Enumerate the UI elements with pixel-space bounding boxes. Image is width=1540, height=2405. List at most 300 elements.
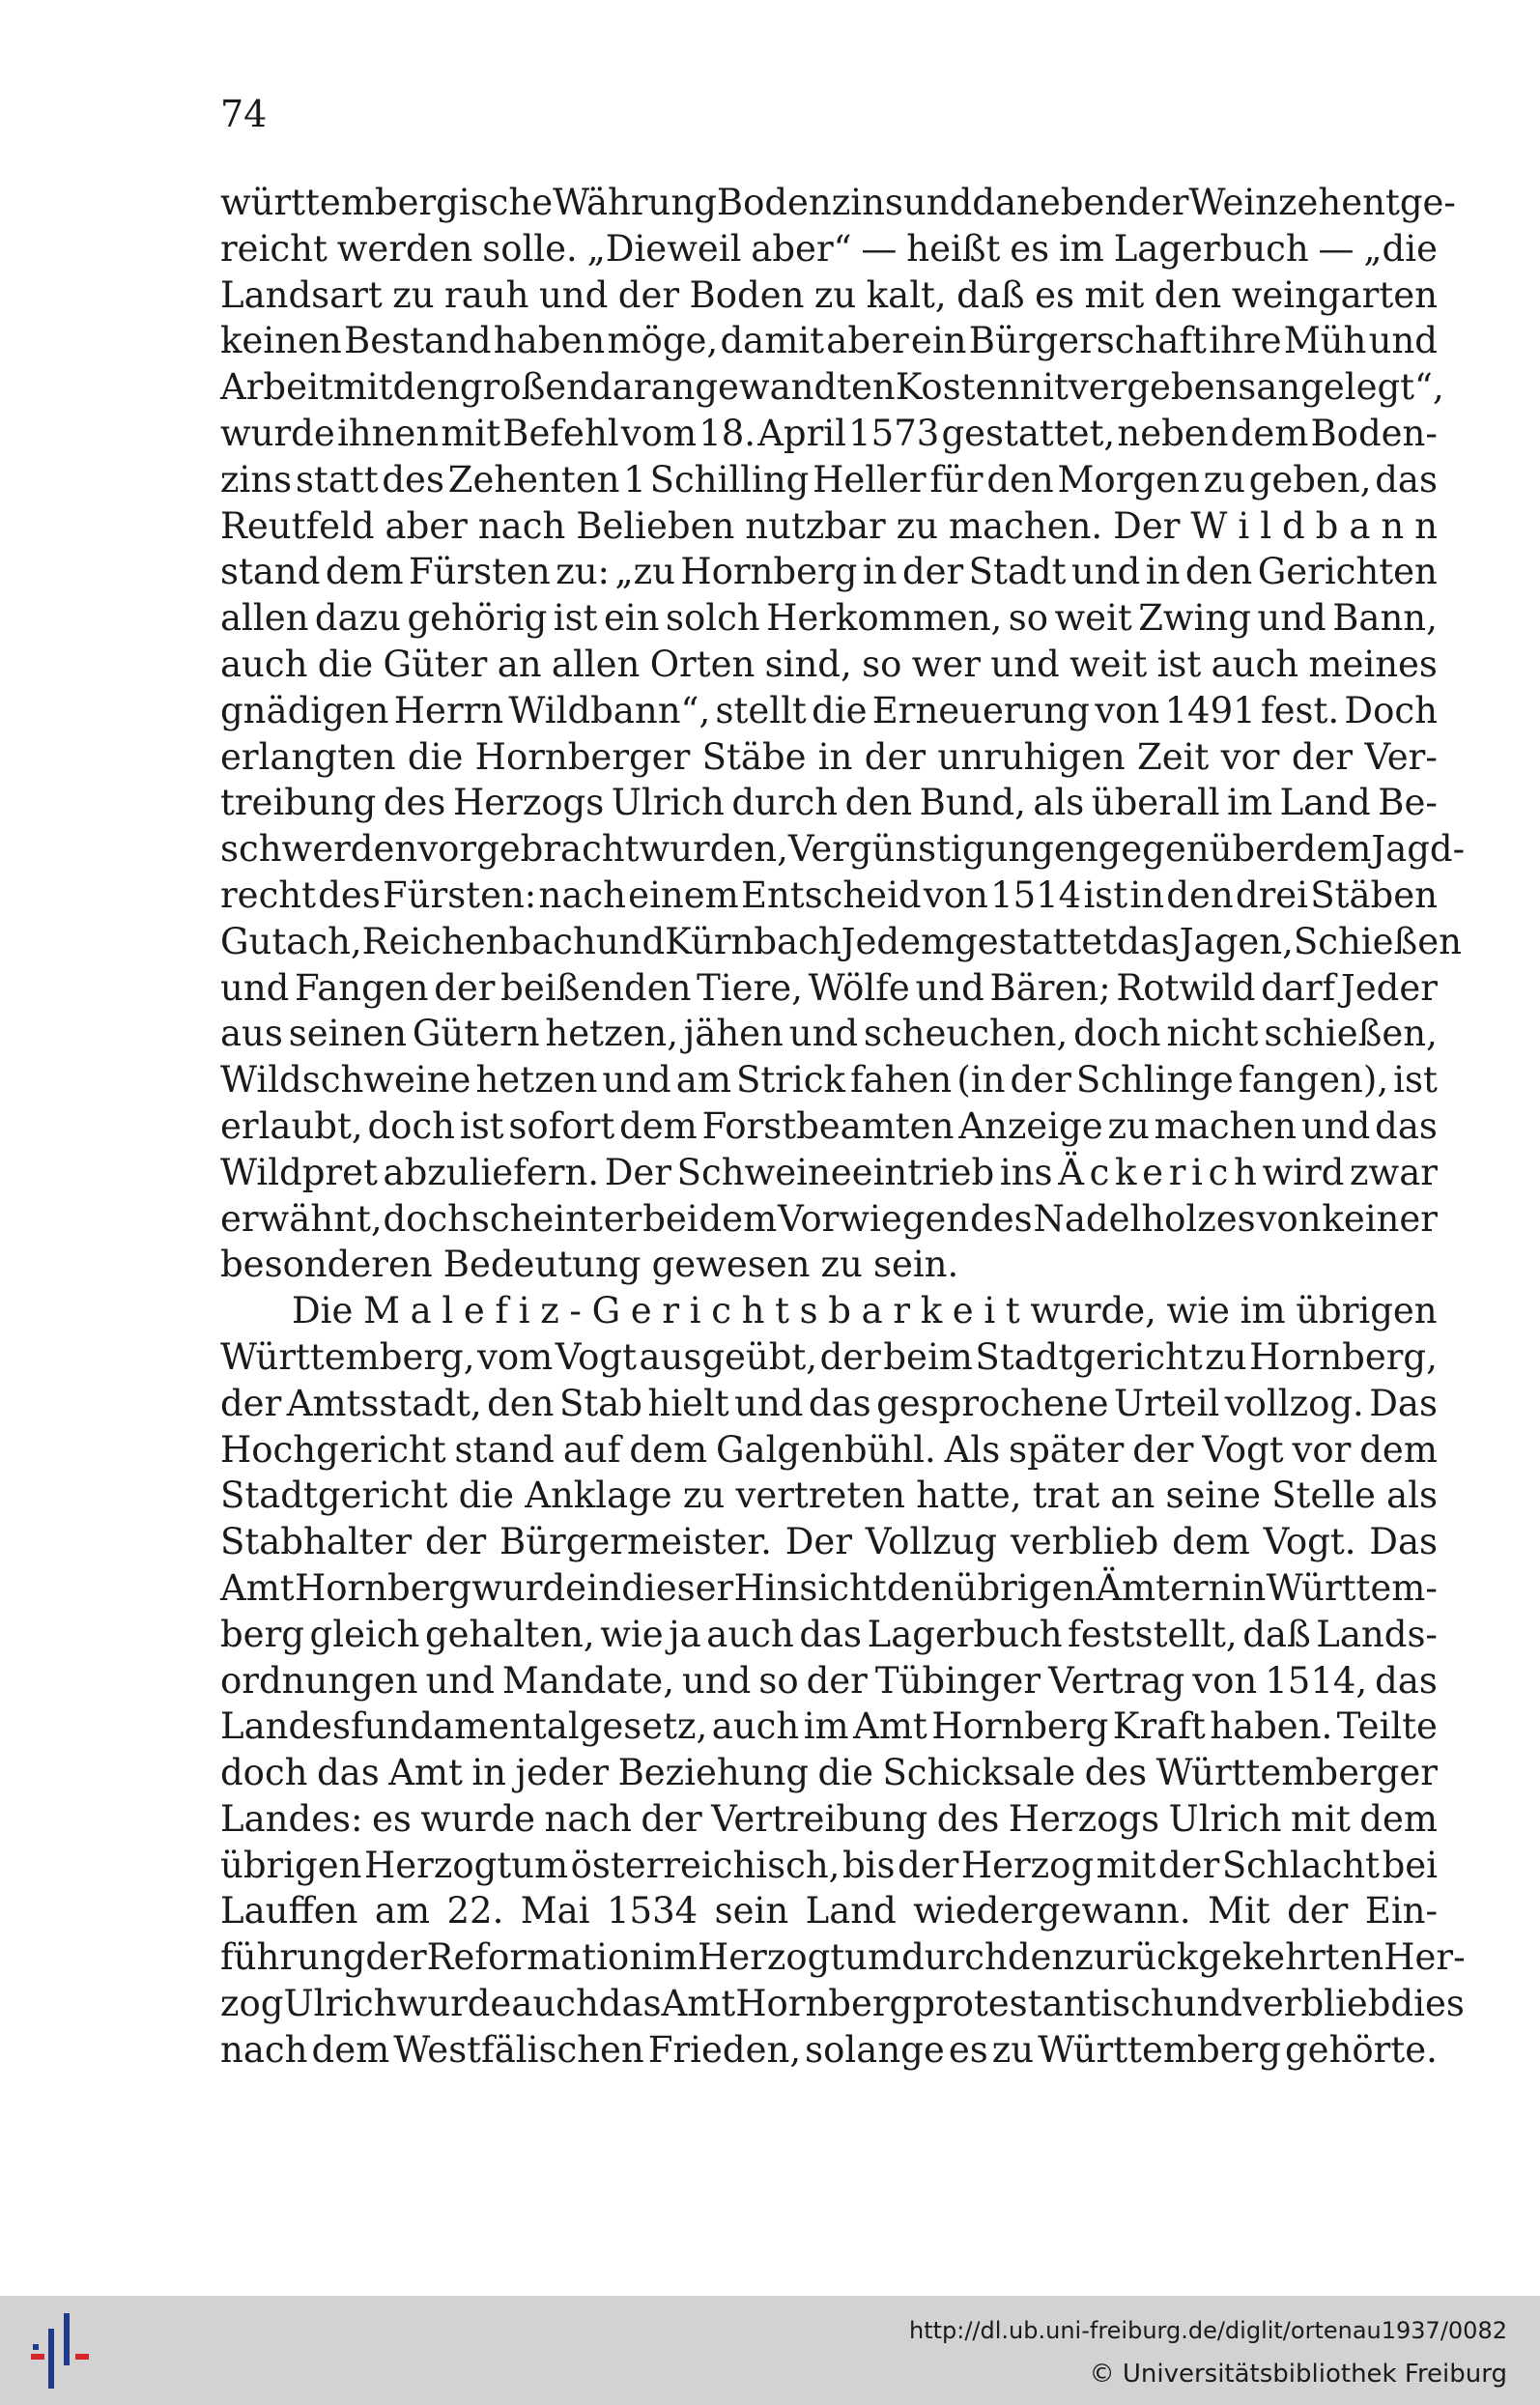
word: daß	[956, 273, 1025, 316]
word: machen	[1154, 1104, 1298, 1147]
word: Amt	[220, 1566, 295, 1609]
word: dem	[699, 1197, 778, 1240]
word: die	[407, 735, 464, 778]
word: 1573	[848, 412, 940, 454]
word: reicht	[220, 227, 328, 270]
word: ein	[910, 320, 967, 362]
word: Westfälischen	[393, 2028, 644, 2071]
text-line	[220, 642, 1438, 688]
word: mit	[1096, 1844, 1156, 1886]
word: von	[1192, 1659, 1258, 1702]
word: so	[758, 1659, 799, 1702]
word: dem	[311, 2028, 390, 2071]
word: a	[410, 1290, 432, 1332]
ub-freiburg-logo-icon	[27, 2309, 95, 2392]
word: auch	[706, 1613, 794, 1655]
word: Kosten	[895, 366, 1020, 409]
word: gnädigen	[220, 689, 389, 731]
word: c	[711, 1290, 731, 1332]
word: Vergünstigungen	[787, 828, 1098, 871]
word: wird	[1262, 1151, 1345, 1193]
word: allen	[551, 643, 641, 685]
text-line	[220, 226, 1438, 272]
text-line	[220, 318, 1438, 364]
word: gewesen	[651, 1244, 811, 1286]
word: durch	[901, 1936, 1008, 1979]
word: a	[861, 1290, 883, 1332]
word: ist	[1393, 1059, 1438, 1102]
text-line	[220, 1981, 1465, 2027]
word: führung	[220, 1936, 366, 1979]
word: Jeder	[1340, 966, 1438, 1009]
word: vom	[477, 1335, 554, 1378]
word: Herzog	[960, 1844, 1095, 1886]
word: das	[1375, 458, 1438, 501]
word: Rotwild	[1116, 966, 1256, 1009]
word: Schweineeintrieb	[676, 1151, 995, 1193]
word: Bürgerschaft	[968, 320, 1207, 362]
word: und	[1070, 551, 1141, 593]
text-line	[220, 2027, 1438, 2074]
word: Wölfe	[808, 966, 910, 1009]
word: —	[861, 227, 898, 270]
word: Stelle	[1271, 1474, 1376, 1517]
word: Ver-	[1364, 735, 1438, 778]
word: nach	[538, 873, 626, 916]
word: Vogt	[555, 1335, 637, 1378]
word: seinen	[288, 1013, 408, 1055]
word: Württemberg	[1038, 2028, 1281, 2071]
text-line	[220, 1057, 1438, 1103]
word: am	[374, 1890, 431, 1933]
word: 1491	[1164, 689, 1256, 731]
word: b	[1315, 504, 1339, 547]
word: scheint	[471, 1197, 603, 1240]
word: Amt	[853, 1705, 927, 1748]
word: Teilte	[1336, 1705, 1438, 1748]
word: zu	[813, 273, 857, 316]
word: treibung	[220, 782, 377, 824]
word: stellt	[715, 689, 807, 731]
word: das	[808, 1382, 871, 1424]
word: wurde	[471, 1566, 587, 1609]
word: e	[630, 1290, 652, 1332]
text-line	[220, 1519, 1438, 1565]
word: den	[1166, 873, 1234, 916]
word: Land	[805, 1890, 897, 1933]
word: von	[923, 873, 988, 916]
word: Fangen	[295, 966, 429, 1009]
word: heißt	[906, 227, 1001, 270]
word: keinen	[220, 320, 342, 362]
word: ein	[603, 597, 660, 640]
word: Reformation	[426, 1936, 653, 1979]
word: durch	[731, 782, 839, 824]
word: später	[1009, 1428, 1125, 1471]
word: Das	[1369, 1521, 1438, 1563]
word: Be-	[1378, 782, 1438, 824]
word: ordnungen	[220, 1659, 418, 1702]
word: verblieb	[1010, 1521, 1159, 1563]
word: Orten	[649, 643, 756, 685]
word: e	[1142, 1151, 1164, 1193]
word: Hornberg,	[1249, 1335, 1438, 1378]
word: Bürgermeister.	[499, 1521, 772, 1563]
word: angelegt“,	[1256, 366, 1444, 409]
word: ist	[553, 597, 598, 640]
word: ist	[459, 1104, 504, 1147]
word: i	[1238, 504, 1250, 547]
word: Belieben	[576, 504, 735, 547]
word: von	[1095, 689, 1160, 731]
word: im	[1058, 227, 1104, 270]
text-line	[220, 873, 1438, 919]
word: an	[1110, 1474, 1155, 1517]
word: gestattet	[955, 920, 1118, 962]
word: die	[317, 643, 374, 685]
text-line	[220, 1796, 1438, 1843]
word: das	[799, 1613, 863, 1655]
word: zu	[682, 1474, 726, 1517]
word: den	[844, 782, 913, 824]
word: im	[652, 1936, 698, 1979]
word: mit	[1084, 273, 1145, 316]
word: Lagerbuch	[1113, 227, 1309, 270]
word: im	[1240, 1290, 1286, 1332]
word: Land	[1279, 782, 1371, 824]
word: solange	[805, 2028, 945, 2071]
word: h	[1233, 1151, 1257, 1193]
word: vor	[1292, 1428, 1352, 1471]
word: i	[984, 1290, 996, 1332]
word: Hornberg	[680, 551, 858, 593]
word: auch	[511, 1983, 599, 2025]
word: bei	[642, 1197, 699, 1240]
word: -	[569, 1290, 582, 1332]
word: c	[1089, 1151, 1110, 1193]
word: Die	[292, 1290, 354, 1332]
word: und	[595, 920, 666, 962]
word: Lauffen	[220, 1890, 358, 1933]
word: den	[487, 1382, 555, 1424]
text-line	[220, 1242, 1438, 1288]
word: übrigen	[220, 1844, 362, 1886]
word: in	[586, 1566, 621, 1609]
word: ist	[1083, 873, 1128, 916]
word: dies	[1390, 1983, 1465, 2025]
word: den	[886, 1566, 955, 1609]
word: Galgenbühl.	[715, 1428, 936, 1471]
word: auf	[562, 1428, 621, 1471]
word: zu	[1205, 1335, 1247, 1378]
word: Kraft	[1112, 1705, 1206, 1748]
word: c	[1208, 1151, 1229, 1193]
word: Ämtern	[1096, 1566, 1232, 1609]
word: Ä	[1058, 1151, 1084, 1193]
word: dem	[619, 1104, 698, 1147]
word: protestantisch	[912, 1983, 1174, 2025]
word: Stadtgericht	[975, 1335, 1203, 1378]
word: zu	[820, 1244, 863, 1286]
word: jeder	[515, 1752, 610, 1794]
word: und	[1368, 320, 1438, 362]
word: aber	[385, 504, 468, 547]
word: wie	[600, 1613, 664, 1655]
word: Stab	[558, 1382, 642, 1424]
word: und	[990, 643, 1060, 685]
word: h	[741, 1290, 765, 1332]
word: Anzeige	[958, 1104, 1103, 1147]
word: ja	[669, 1613, 701, 1655]
word: und	[1300, 1104, 1371, 1147]
word: Zeit	[1136, 735, 1210, 778]
word: fangen),	[1238, 1059, 1389, 1102]
word: Schicksale	[882, 1752, 1076, 1794]
word: so	[862, 643, 902, 685]
word: drei	[1235, 873, 1309, 916]
word: t	[775, 1290, 789, 1332]
text-line	[220, 826, 1466, 873]
word: des	[1084, 1752, 1148, 1794]
word: Heller	[813, 458, 927, 501]
word: gleich	[309, 1613, 420, 1655]
word: auch	[711, 1705, 800, 1748]
word: Jedem	[841, 920, 955, 962]
word: am	[675, 1059, 731, 1102]
word: in	[817, 735, 853, 778]
word: nit	[1019, 366, 1069, 409]
word: Als	[944, 1428, 1001, 1471]
body-text	[220, 180, 1466, 2074]
word: vollzog.	[1224, 1382, 1364, 1424]
source-url-link[interactable]: http://dl.ub.uni-freiburg.de/diglit/ortenau1937/0082	[908, 2317, 1507, 2344]
word: ins	[999, 1151, 1053, 1193]
word: Tiere,	[697, 966, 803, 1009]
word: Boden	[689, 273, 805, 316]
word: Jagd-	[1371, 828, 1466, 871]
word: erwähnt,	[220, 1197, 383, 1240]
word: des	[382, 458, 444, 501]
word: 1514,	[1265, 1659, 1368, 1702]
word: weingarten	[1231, 273, 1438, 316]
word: meines	[1308, 643, 1438, 685]
word: gehalten,	[424, 1613, 595, 1655]
word: zu	[392, 273, 435, 316]
word: und	[220, 966, 290, 1009]
word: Hornberg	[735, 1983, 913, 2025]
word: des	[970, 1197, 1033, 1240]
word: neben	[1117, 412, 1229, 454]
word: Herzogs	[1008, 1797, 1160, 1840]
word: doch	[1073, 1013, 1161, 1055]
word: daneben	[972, 182, 1128, 223]
word: und	[425, 1659, 495, 1702]
word: gewandten	[695, 366, 896, 409]
word: wurden,	[639, 828, 788, 871]
word: Bestand	[344, 320, 492, 362]
word: beißenden	[500, 966, 692, 1009]
word: damit	[720, 320, 824, 362]
word: trat	[1032, 1474, 1100, 1517]
word: fest.	[1260, 689, 1340, 731]
word: Gerichten	[1257, 551, 1438, 593]
word: möge,	[607, 320, 719, 362]
word: und	[681, 1659, 752, 1702]
text-line	[220, 919, 1462, 965]
text-line	[220, 1473, 1438, 1519]
word: sein.	[872, 1244, 959, 1286]
word: Doch	[1344, 689, 1438, 731]
word: weit	[1054, 597, 1132, 640]
word: Befehl	[502, 412, 619, 454]
word: f	[495, 1290, 509, 1332]
word: Amtsstadt,	[286, 1382, 482, 1424]
word: und	[538, 273, 609, 316]
word: Vogt	[1202, 1428, 1284, 1471]
word: e	[463, 1290, 485, 1332]
word: doch	[383, 1197, 471, 1240]
word: mit	[441, 412, 501, 454]
word: den	[986, 458, 1054, 501]
text-line	[220, 1658, 1438, 1704]
word: 1534	[607, 1890, 699, 1933]
word: Weinzehent	[1188, 182, 1400, 223]
word: doch	[220, 1752, 308, 1794]
word: Fürsten	[408, 551, 551, 593]
text-line	[220, 965, 1438, 1012]
word: württembergische	[220, 182, 554, 223]
word: ge-	[1399, 182, 1456, 223]
word: 18.	[699, 412, 756, 454]
word: Stäben	[1310, 873, 1438, 916]
word: mit	[1291, 1797, 1351, 1840]
word: hetzen	[475, 1059, 598, 1102]
text-line	[220, 1150, 1438, 1196]
word: österreichisch,	[570, 1844, 841, 1886]
word: Lagerbuch	[867, 1613, 1063, 1655]
word: berg	[220, 1613, 304, 1655]
word: kalt,	[866, 273, 947, 316]
word: wurde	[220, 412, 335, 454]
word: Der	[1113, 504, 1181, 547]
word: mit	[332, 366, 393, 409]
word: n	[1414, 504, 1438, 547]
word: doch	[367, 1104, 455, 1147]
word: als	[1033, 782, 1085, 824]
word: „die	[1363, 227, 1438, 270]
word: r	[893, 1290, 911, 1332]
word: ihre	[1209, 320, 1282, 362]
word: wurde	[420, 1797, 536, 1840]
word: Hochgericht	[220, 1428, 446, 1471]
word: es	[1035, 273, 1075, 316]
word: Her-	[1383, 1936, 1466, 1979]
word: statt	[295, 458, 379, 501]
word: fahen	[849, 1059, 953, 1102]
copyright-notice: © Universitätsbibliothek Freiburg	[1089, 2360, 1507, 2389]
word: der	[434, 966, 496, 1009]
word: und	[788, 1013, 859, 1055]
word: im	[1227, 782, 1273, 824]
word: Herzogtum	[697, 1936, 902, 1979]
word: Landes:	[220, 1797, 363, 1840]
word: das	[1375, 1659, 1438, 1702]
word: l	[442, 1290, 454, 1332]
word: Landesfundamentalgesetz,	[220, 1705, 708, 1748]
word: Württemberger	[1155, 1752, 1438, 1794]
word: Schlinge	[1075, 1059, 1234, 1102]
word: i	[1191, 1151, 1203, 1193]
text-line	[220, 1103, 1438, 1150]
word: d	[1282, 504, 1305, 547]
word: Urteil	[1113, 1382, 1220, 1424]
word: vergebens	[1068, 366, 1257, 409]
word: Beziehung	[617, 1752, 810, 1794]
word: übrigen	[954, 1566, 1097, 1609]
word: stand	[454, 1428, 555, 1471]
word: sein	[714, 1890, 789, 1933]
word: Vollzug	[865, 1521, 998, 1563]
word: Bund,	[919, 782, 1026, 824]
word: r	[662, 1290, 680, 1332]
word: (in	[956, 1059, 1006, 1102]
word: nach	[220, 2028, 308, 2071]
word: „zu	[614, 551, 675, 593]
word: in	[471, 1752, 507, 1794]
word: den	[392, 366, 460, 409]
word: hatte,	[916, 1474, 1022, 1517]
word: Fürsten:	[383, 873, 537, 916]
word: das	[316, 1752, 380, 1794]
word: gehörig	[407, 597, 548, 640]
word: Wildpret	[220, 1151, 378, 1193]
word: der	[898, 1844, 959, 1886]
word: Bann,	[1332, 597, 1438, 640]
word: Mit	[1208, 1890, 1270, 1933]
word: solle.	[482, 227, 578, 270]
word: Hornberg	[931, 1705, 1109, 1748]
word: der	[1127, 182, 1189, 223]
text-line	[220, 1011, 1438, 1057]
word: die	[817, 1752, 873, 1794]
word: Schilling	[649, 458, 810, 501]
text-line	[220, 457, 1438, 503]
word: Herzogs	[452, 782, 605, 824]
word: so	[1008, 597, 1049, 640]
word: Müh	[1283, 320, 1367, 362]
word: feststellt,	[1068, 1613, 1238, 1655]
word: die	[812, 689, 868, 731]
word: Mai	[520, 1890, 590, 1933]
word: vorgebracht	[417, 828, 640, 871]
word: Bodenzins	[716, 182, 903, 223]
word: Forstbeamten	[701, 1104, 955, 1147]
word: Ulrich	[283, 1983, 397, 2025]
word: wiedergewann.	[913, 1890, 1191, 1933]
word: es	[371, 1797, 412, 1840]
word: sind,	[764, 643, 852, 685]
word: s	[799, 1290, 818, 1332]
word: vertreten	[735, 1474, 905, 1517]
word: zwar	[1350, 1151, 1438, 1193]
word: es	[948, 2028, 988, 2071]
word: dem	[325, 551, 404, 593]
word: z	[540, 1290, 559, 1332]
word: nach	[477, 504, 566, 547]
footer-bar	[0, 2296, 1540, 2405]
word: überall	[1091, 782, 1220, 824]
word: und	[1173, 1983, 1242, 2025]
